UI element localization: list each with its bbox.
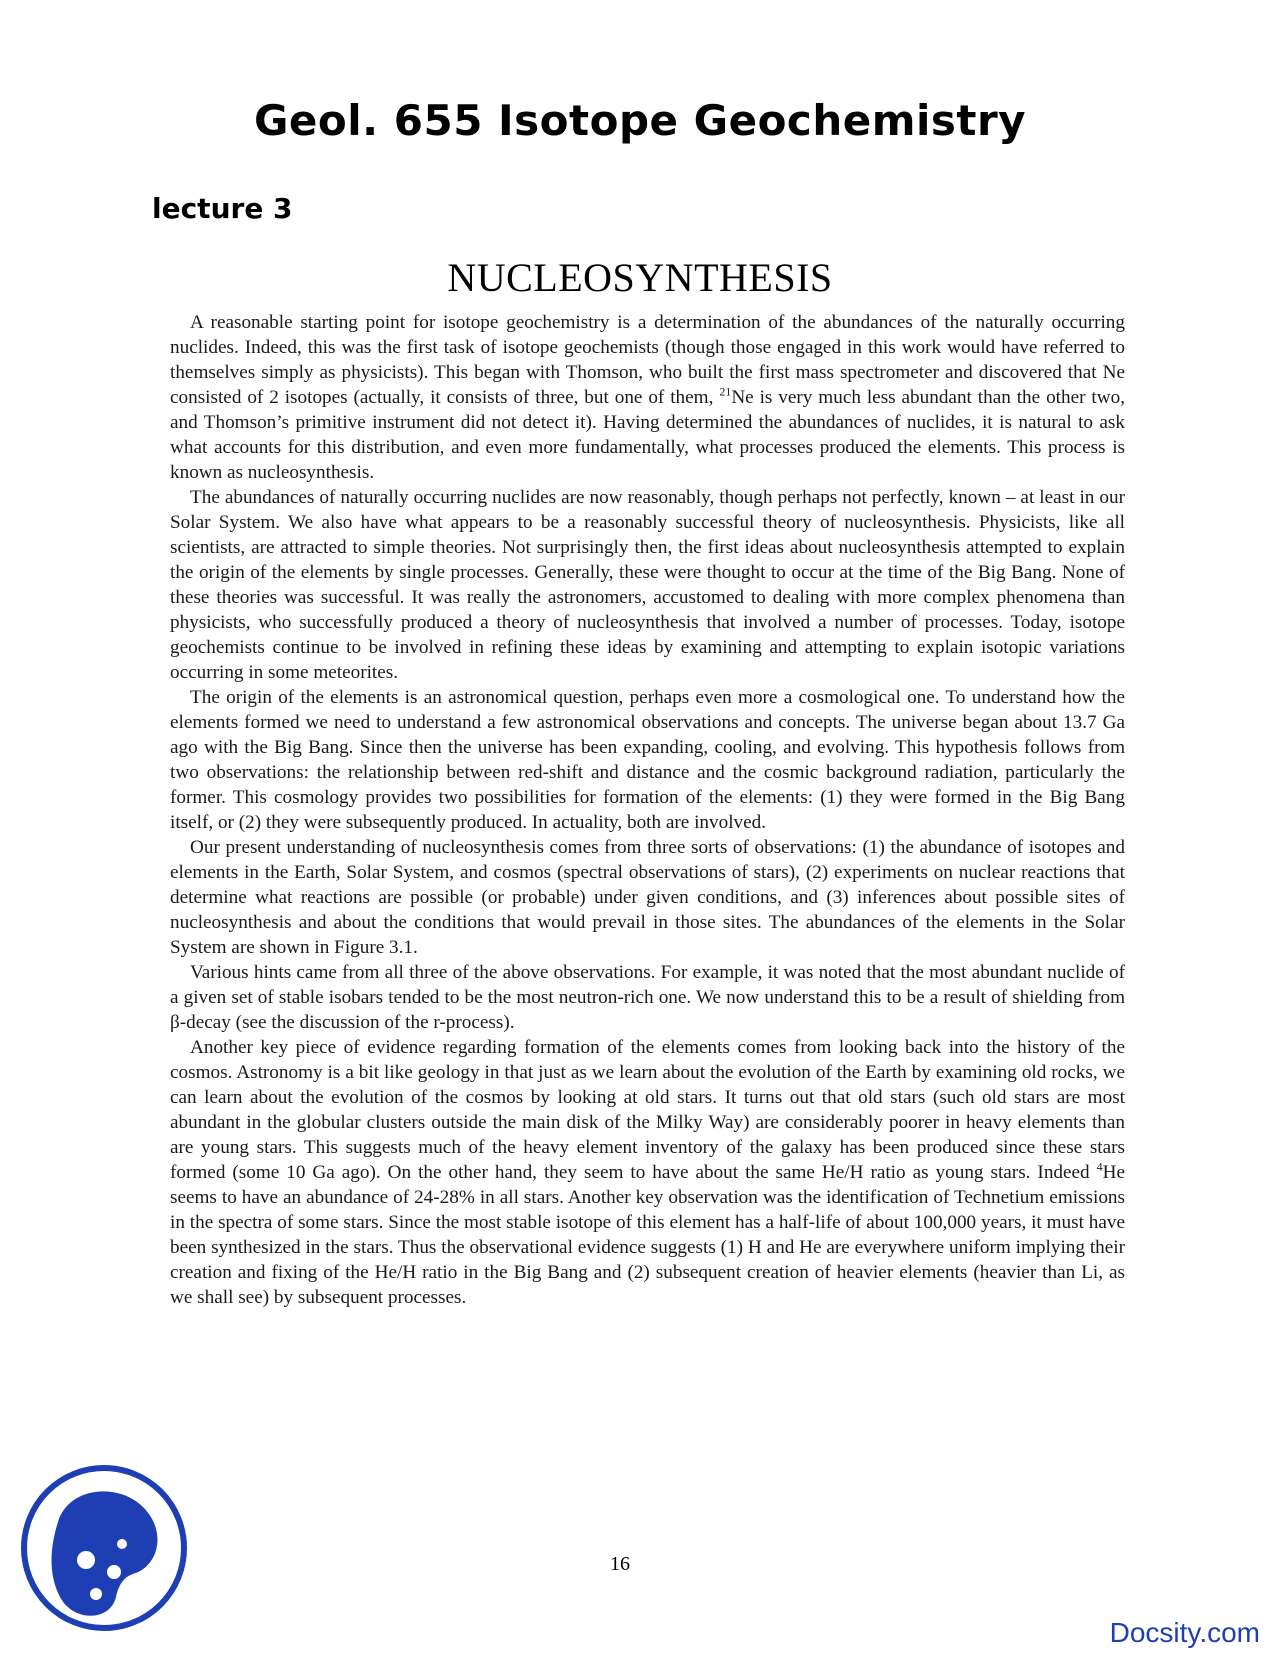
paragraph-1-text-b: Ne is very much less abundant than the other two, and Thomson’s primitive instrument did not detect it). Having determined the abundances of nuclides, it is natural to ask what accounts for this distribution, and even more fundamentally, what processes produced the elements. This process is known as nucleosynthesis. bbox=[170, 387, 1125, 483]
paragraph-2: The abundances of naturally occurring nuclides are now reasonably, though perhaps not perfectly, known – at least in our Solar System. We also have what appears to be a reasonably successful theory of nucleosynthesis. Physicists, like all scientists, are attracted to simple theories. Not surprisingly then, the first ideas about nucleosynthesis attempted to explain the origin of the elements by single processes. Generally, these were thought to occur at the time of the Big Bang. None of these theories was successful. It was really the astronomers, accustomed to dealing with more complex phenomena than physicists, who successfully produced a theory of nucleosynthesis that involved a number of processes. Today, isotope geochemists continue to be involved in refining these ideas by examining and attempting to explain isotopic variations occurring in some meteorites. bbox=[170, 487, 1125, 683]
paragraph-3: The origin of the elements is an astronomical question, perhaps even more a cosmological one. To understand how the elements formed we need to understand a few astronomical observations and concepts. The universe began about 13.7 Ga ago with the Big Bang. Since then the universe has been expanding, cooling, and evolving. This hypothesis follows from two observations: the relationship between red-shift and distance and the cosmic background radiation, particularly the former. This cosmology provides two possibilities for formation of the elements: (1) they were formed in the Big Bang itself, or (2) they were subsequently produced. In actuality, both are involved. bbox=[170, 687, 1125, 833]
page-number: 16 bbox=[610, 1553, 630, 1575]
paragraph-1-text-a: A reasonable starting point for isotope geochemistry is a determination of the abundances of the naturally occurring nuclides. Indeed, this was the first task of isotope geochemists (though those engaged in this work would have referred to themselves simply as physicists). This began with Thomson, who built the first mass spectrometer and discovered that Ne consisted of 2 isotopes (actually, it consists of three, but one of them, bbox=[170, 312, 1125, 408]
isotope-superscript: 4 bbox=[1096, 1159, 1103, 1174]
docsity-logo-icon[interactable] bbox=[18, 1462, 190, 1634]
paragraph-1 bbox=[170, 310, 1125, 485]
paragraph-6-text-b: He seems to have an abundance of 24-28% in all stars. Another key observation was the identification of Technetium emissions in the spectra of some stars. Since the most stable isotope of this element has a half-life of about 100,000 years, it must have been synthesized in the stars. Thus the observational evidence suggests (1) H and He are everywhere uniform implying their creation and fixing of the He/H ratio in the Big Bang and (2) subsequent creation of heavier elements (heavier than Li, as we shall see) by subsequent processes. bbox=[170, 1162, 1125, 1308]
body-text bbox=[170, 310, 1125, 1310]
paragraph-6-text-a: Another key piece of evidence regarding formation of the elements comes from looking back into the history of the cosmos. Astronomy is a bit like geology in that just as we learn about the evolution of the Earth by examining old rocks, we can learn about the evolution of the cosmos by looking at old stars. It turns out that old stars (such old stars are most abundant in the globular clusters outside the main disk of the Milky Way) are considerably poorer in heavy elements than are young stars. This suggests much of the heavy element inventory of the galaxy has been produced since these stars formed (some 10 Ga ago). On the other hand, they seem to have about the same He/H ratio as young stars. Indeed bbox=[170, 1037, 1125, 1183]
paragraph-4: Our present understanding of nucleosynthesis comes from three sorts of observations: (1) the abundance of isotopes and elements in the Earth, Solar System, and cosmos (spectral observations of stars), (2) experiments on nuclear reactions that determine what reactions are possible (or probable) under given conditions, and (3) inferences about possible sites of nucleosynthesis and about the conditions that would prevail in those sites. The abundances of the elements in the Solar System are shown in Figure 3.1. bbox=[170, 837, 1125, 958]
docsity-watermark-link[interactable]: Docsity.com bbox=[1109, 1617, 1260, 1648]
course-title: Geol. 655 Isotope Geochemistry bbox=[253, 96, 1027, 145]
lecture-label: lecture 3 bbox=[152, 192, 293, 225]
section-title: NUCLEOSYNTHESIS bbox=[447, 255, 833, 300]
paragraph-6 bbox=[170, 1035, 1125, 1310]
isotope-superscript: 21 bbox=[719, 384, 732, 399]
paragraph-5: Various hints came from all three of the above observations. For example, it was noted that the most abundant nuclide of a given set of stable isobars tended to be the most neutron-rich one. We now understand this to be a result of shielding from β-decay (see the discussion of the r-process). bbox=[170, 962, 1125, 1033]
